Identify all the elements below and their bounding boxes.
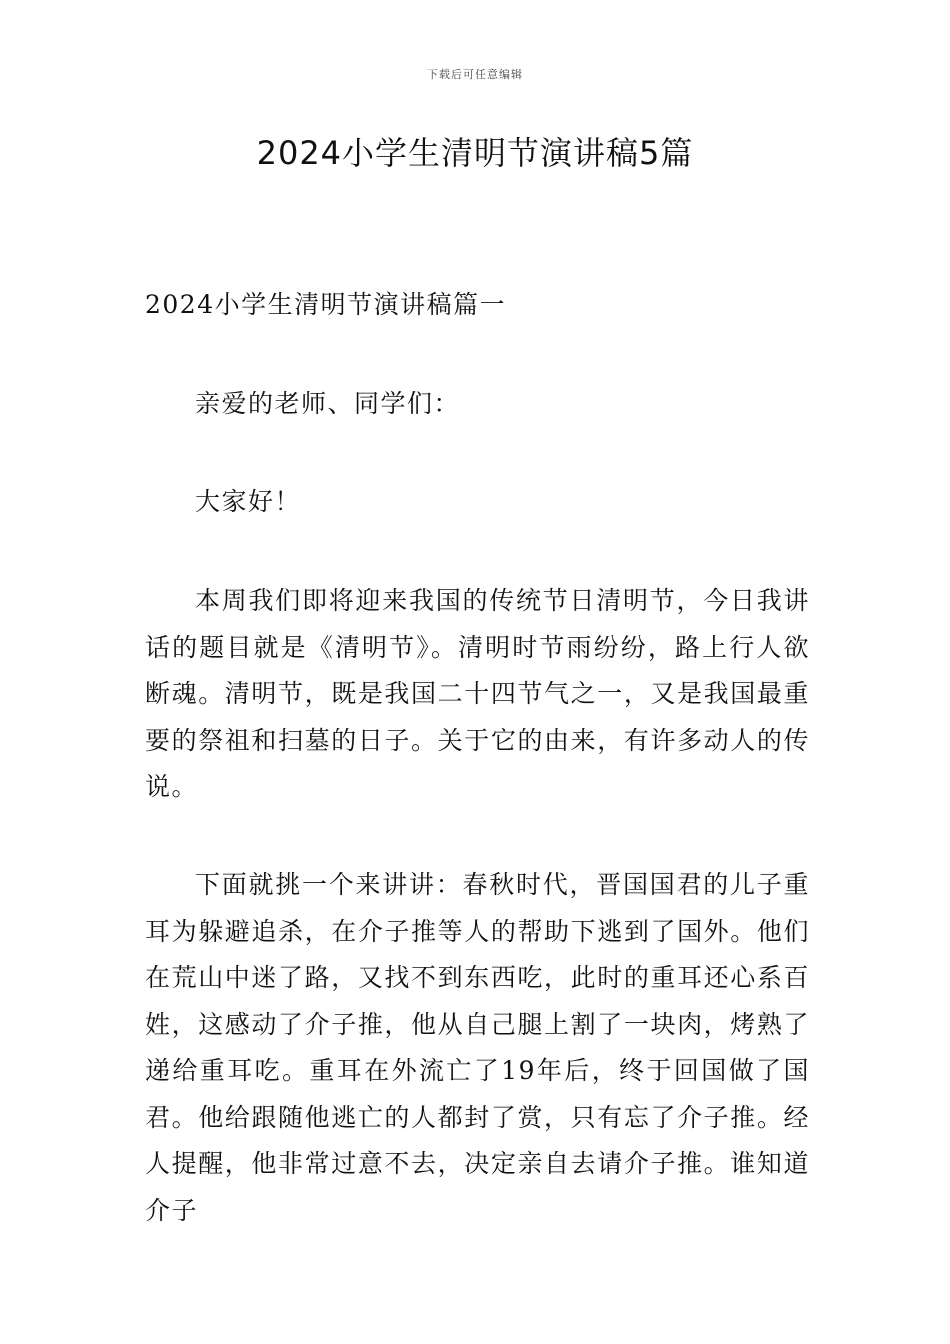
header-note: 下载后可任意编辑 <box>427 68 523 81</box>
document-title: 2024小学生清明节演讲稿5篇 <box>256 134 694 172</box>
section-heading: 2024小学生清明节演讲稿篇一 <box>145 290 507 319</box>
body-paragraph: 本周我们即将迎来我国的传统节日清明节，今日我讲话的题目就是《清明节》。清明时节雨纷纷，路上行人欲断魂。清明节，既是我国二十四节气之一，又是我国最重要的祭祖和扫墓的日子。关于它的由来，有许多动人的传说。 <box>145 586 810 801</box>
body-paragraph: 下面就挑一个来讲讲：春秋时代，晋国国君的儿子重耳为躲避追杀，在介子推等人的帮助下逃到了国外。他们在荒山中迷了路，又找不到东西吃，此时的重耳还心系百姓，这感动了介子推，他从自己腿上割了一块肉，烤熟了递给重耳吃。重耳在外流亡了19年后，终于回国做了国君。他给跟随他逃亡的人都封了赏，只有忘了介子推。经人提醒，他非常过意不去，决定亲自去请介子推。谁知道介子 <box>145 870 810 1225</box>
hello-line: 大家好！ <box>195 487 302 516</box>
greeting-line: 亲爱的老师、同学们： <box>195 389 461 418</box>
